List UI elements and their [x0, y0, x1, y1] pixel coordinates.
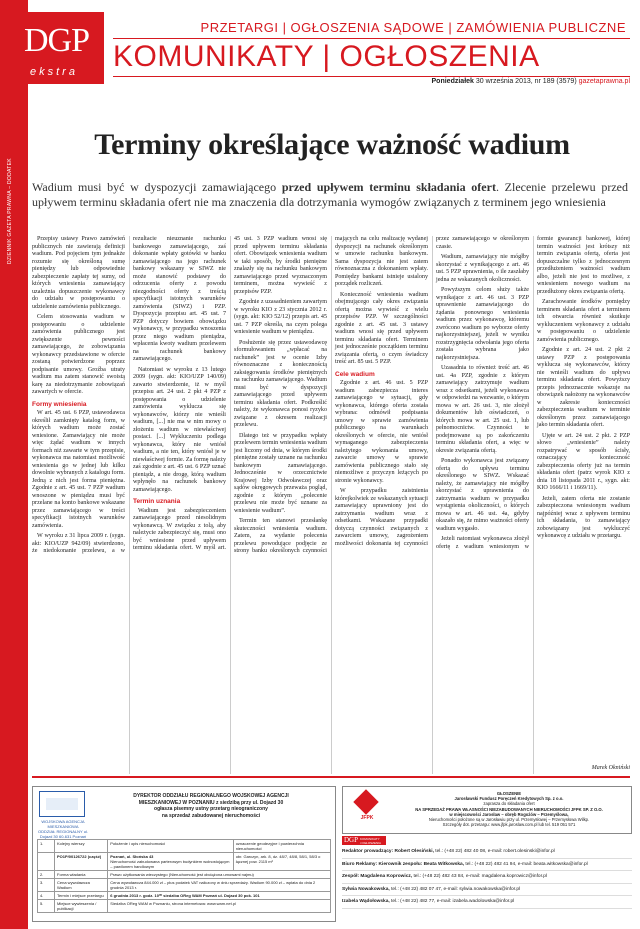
contact-row: Redaktor prowadzący: Robert Olesiński, tel.: (+48 22) 482 40 08, e-mail: robert.olesinski@infor.pl [342, 846, 632, 859]
paragraph: W wyroku z 31 lipca 2009 r. (sygn. akt: KIO/UZP 942/09) stwierdzono, że niedokonanie przelewu, a w rezultacie nieuznanie rachunku bankowego zamawiającego, zaś dokonanie wpłaty gotówki w banku zamawiającego na jego rachunek bankowy wskazany w SIWZ nie może stanowić podstawy do odrzucenia oferty z powodu niezgodności oferty z treścią specyfikacji istotnych warunków zamówienia (SIWZ) i PZP. Dyspozycja przepisu art. 45 ust. 7 PZP dotyczy bowiem obowiązku wykonawcy, w przypadku wnoszenia przez niego wadium pieniądza, wpłacenia kwoty wadium przelewem na rachunek bankowy zamawiającego. [32, 236, 226, 554]
wam-ad-heading: DYREKTOR ODDZIAŁU REGIONALNEGO WOJSKOWEJ AGENCJI MIESZKANIOWEJ W POZNANIU z siedzibą przy ul. Dojazd 30 ogłasza pisemny ustny przetarg nieograniczony na sprzedaż zabudowanej nieruchomości [133, 793, 289, 819]
article-author: Marek Okniński [591, 765, 630, 771]
wam-unit-address: WOJSKOWA AGENCJA MIESZKANIOWA ODDZIAŁ REGIONALNY ul. Dojazd 30 60-631 Poznań [38, 819, 88, 839]
section-heading: Cele wadium [335, 370, 375, 378]
article-body [32, 236, 630, 774]
paragraph: Ponadto wykonawca jest związany ofertą do upływu terminu określonego w SIWZ. Wskazać należy, że zamawiający nie mógłby skorzystać z uprawnienia do zatrzymania wadium w przypadku wystąpienia okoliczności, o których mowa w art. 46 ust. 4a, gdyby okazało się, że mimo ważności oferty wadium wygasło. [436, 458, 529, 532]
contact-row: Sylwia Nowakowska, tel.: (+48 22) 482 07 47, e-mail: sylwia.nowakowska@infor.pl [342, 884, 632, 897]
issue-day: Poniedziałek [431, 78, 474, 85]
table-row: 5. Miejsce wywieszenia / publikacji Siedziba OReg WAM w Poznaniu, strona internetowa: www.wam.net.pl [38, 900, 331, 913]
table-row: 2. Forma władania Prawo użytkowania wieczystego (Nieruchomość jest obciążona umowami najmu) [38, 871, 331, 879]
site-link[interactable]: gazetaprawna.pl [578, 78, 630, 85]
section-heading: Termin uznania [133, 498, 181, 505]
paragraph: Konieczność wniesienia wadium obejmującego cały okres związania ofertą można wywieść z wielu przepisów PZP. W szczególności zgodnie z art. 45 ust. 3 ustawy wadium wnosi się przed upływem terminu składania ofert. Terminem jest jednocześnie początkiem terminu związania ofertą, o czym świadczy treść art. 85 ust. 5 PZP. [335, 291, 428, 365]
masthead-topline: PRZETARGI | OGŁOSZENIA SĄDOWE | ZAMÓWIENIA PUBLICZNE [200, 20, 626, 35]
table-row: 4. Termin i miejsce przetargu 6 grudnia 2013 r. godz. 10⁰⁰ siedziba OReg WAM Poznań ul. Dojazd 30 pok. 101 [38, 892, 331, 900]
contact-row: Izabela Wądołowska, tel.: (+48 22) 482 77, e-mail: izabela.wadolowska@infor.pl [342, 896, 632, 909]
issue-dateline [380, 78, 630, 85]
jfpk-logo-icon: JFPK [349, 793, 385, 823]
vertical-masthead-text: DZIENNIK GAZETA PRAWNA – DODATEK [7, 158, 13, 264]
paragraph: Celem stosowania wadium w postępowaniu o udzielenie zamówienia publicznego jest zwiększenie pewności zamawiającego, że zobowiązania wykonawcy przedstawione w ofercie zostaną potwierdzone poprzez podpisanie umowy. Groźba utraty wadium ma zatem stanowić swoistą karę za niedotrzymanie zobowiązań zawartych w ofercie. [32, 314, 125, 395]
ads-separator [32, 776, 630, 778]
issue-info: 30 września 2013, nr 189 (3579) [475, 78, 577, 85]
editorial-contacts [342, 846, 632, 909]
table-row: 1. Kolejny wierszy Położenie i opis nieruchomości oznaczenie geodezyjne i powierzchnia nieruchomości [38, 840, 331, 853]
paragraph: Przepisy ustawy Prawo zamówień publicznych nie zawierają definicji wadium. Pod pojęciem tym jednakże rozumie się określoną sumę pieniędzy lub odpowiednie zabezpieczenie zapłaty tej sumy, od których wniesienia zamawiający uzależnia dopuszczenie wykonawcy do udziału w postępowaniu o udzielenie zamówienia publicznego. [32, 236, 125, 310]
paragraph: Uzasadnia to również treść art. 46 ust. 4a PZP, zgodnie z którym zamawiający zatrzymuje wadium wraz z odsetkami, jeżeli wykonawca w odpowiedzi na wezwanie, o którym mowa w art. 26 ust. 3, nie złożył dokumentów lub oświadczeń, o których mowa w art. 25 ust. 1, lub pełnomocnictw. Czynności te podejmowane są po zakończeniu terminu składania ofert, a więc w okresie związania ofertą. [436, 365, 529, 454]
jfpk-ad-body: GŁOSZENIE Jarosławski Fundusz Poręczeń Kredytowych Sp. z o.o. zaprasza do składania ofert NA SPRZEDAŻ PRAWA WŁASNOŚCI NIEZABUDOWANYCH NIERUCHOMOŚCI JFPK SP. Z O.O. w miejscowości Jarosław – obręb Rogożów – Przemyślowa, Nieruchomości położone są w Jarosławiu przy ul. Przemysłowej – Przemysłowa Wilkp. Szczegóły dot. przetargu: www.jfpk.jaroslaw.com.pl lub tel. 519 051 571 [415, 791, 603, 828]
paragraph: Wadium, zamawiający nie mógłby skorzystać z wynikającego z art. 46 ust. 5 PZP uprawnienia, o ile zaszłaby jedna ze wskazanych okoliczności. [436, 254, 529, 283]
article-title: Terminy określające ważność wadium [94, 128, 570, 161]
section-title: KOMUNIKATY | OGŁOSZENIA [113, 40, 540, 73]
paragraph: Ujęte w art. 24 ust. 2 pkt. 2 PZP słowo „wniesienie” należy rozpatrywać w sposób ścisły, oznaczający konieczność zabezpieczenia oferty już na termin składania ofert (patrz wyrok KIO z dnia 18 listopada 2011 r., sygn. akt: KIO 1666/11 i 1669/11). [537, 432, 630, 491]
paragraph: Zgodnie z uzasadnieniem zawartym w wyroku KIO z 23 stycznia 2012 r. (sygn. akt: KIO 52/12) przepis art. 45 ust. 7 PZP określa, na czym polega wniesienie wadium w pieniądzu. [234, 299, 327, 335]
paragraph: Powyższym celom służy także wynikające z art. 46 ust. 3 PZP uprawnienie zamawiającego do żądania ponownego wniesienia wadium przez wykonawcę, któremu zwrócono wadium po wyborze oferty najkorzystniejszej, jeżeli w wyniku rozstrzygnięcia odwołania jego oferta została wybrana jako najkorzystniejsza. [436, 287, 529, 361]
contact-row: Biuro Reklamy: Kierownik zespołu: Beata Witkowska, tel.: (+48 22) 482 41 94, e-mail: beata.witkowska@infor.pl [342, 859, 632, 872]
jfpk-sale-ad [342, 786, 632, 834]
paragraph: Wadium jest zabezpieczeniem zamawiającego przed niesolidnym wykonawcą. W związku z tolą, aby należycie zabezpieczyć się, musi ono być wniesione przed upływem terminu składania ofert. W myśl art. 45 ust. 3 PZP wadium wnosi się przed upływem terminu składania ofert. Obowiązek wniesienia wadium w taki sposób, by środki pieniężne znalazły się na rachunku bankowym zamawiającego przed wyznaczonym terminem, można wywieść z przepisów PZP. [133, 236, 327, 551]
table-row: PO1P/00126722 (część) Poznań, ul. Słońska 43 Nieruchomość zabudowana parterowym budynkiem wolnostojącym – pawilonem handlowym obr. Garczyn, ark. 8, dz. 48/7, 48/8, 58/1, 58/3 o łącznej pow. 2115 m² [38, 853, 331, 871]
paragraph: Jeżeli natomiast wykonawca złożył ofertę z wadium wniesionym w formie gwarancji bankowej, której termin ważności jest krótszy niż termin związania ofertą, oferta jest dopuszczalne tylko z jednoczesnym przedłużeniem ważności wadium albo, jeżeli nie jest to możliwe, z wniesieniem nowego wadium na przedłużony okres związania ofertą. [436, 236, 630, 550]
footer-dgp-badge: DGP KOMUNIKATY i OGŁOSZENIA [342, 836, 386, 845]
paragraph: W przypadku zaistnienia którejkolwiek ze wskazanych sytuacji zamawiający uprawniony jest do zatrzymania wadium wraz z odsetkami. Wskazane przypadki dotyczą czynności związanych z zawarciem umowy, zagrożeniem możliwości dokonania tej czynności przez zamawiającego w określonym czasie. [335, 236, 529, 547]
paragraph: Dlatego też w przypadku wpłaty przelewem termin wniesienia wadium jest liczony od dnia, w którym środki pieniężne zostały uznane na rachunku bankowym zamawiającego. Jednocześnie w orzecznictwie Krajowej Izby Odwoławczej oraz sądów okręgowych przeważa pogląd, zgodnie z którym „polecenie przelewu nie może być uznane za wniesienie wadium”. [234, 432, 327, 514]
paragraph: W art. 45 ust. 6 PZP, ustawodawca określił zamknięty katalog form, w których wadium może zostać wniesione. Zamawiający nie może więc żądać wadium w innych formach niż zawarte w tym przepisie, wykonawca ma natomiast możliwość wniesienia go w jednej lub kilku dowolnie wybranych z katalogu form. Jedną z nich jest forma pieniężna. Zgodnie z art. 45 ust. 7 PZP wadium wnoszone w pieniądzu musi być przelane na konto bankowe wskazane przez zamawiającego w treści specyfikacji istotnych warunków zamówienia. [32, 410, 125, 529]
contact-row: Zespół: Magdalena Koprowicz, tel.: (+48 22) 482 43 84, e-mail: magdalena.koprowicz@infor.pl [342, 871, 632, 884]
paragraph: Jeżeli, zatem oferta nie zostanie zabezpieczona wniesionym wadium najpóźniej wraz z upływem terminu ich składania, to zamawiający zobowiązany jest wykluczyć wykonawcę z udziału w przetargu. [537, 495, 630, 539]
paragraph: Zgodnie z art. 24 ust. 2 pkt 2 ustawy PZP z postępowania wyklucza się wykonawców, którzy nie wnieśli wadium do upływu terminu składania ofert. Powyższy przepis jednoznacznie wskazuje na obowiązek nałożony na wykonawców w zakresie konieczności zabezpieczenia wadium w terminie określonym przez zamawiającego jako termin składania ofert. [537, 347, 630, 428]
article-lead: Wadium musi być w dyspozycji zamawiającego przed upływem terminu składania ofert. Zlecenie przelewu przed upływem terminu składania ofert nie ma znaczenia dla dotrzymania wymogów związanych z terminem jego wniesienia [32, 180, 628, 209]
wam-tender-ad [32, 786, 336, 922]
wam-logo-icon [39, 791, 85, 817]
paragraph: Zarachowanie środków pomiędzy terminem składania ofert a terminem ich otwarcia również skutkuje wykluczeniem wykonawcy z udziału w postępowaniu o udzielenie zamówienia publicznego. [537, 299, 630, 343]
paragraph: Natomiast w wyroku z 13 lutego 2009 (sygn. akt: KIO/UZP 140/09) zawarto stwierdzenie, iż w myśl przepisu art. 24 ust. 2 pkt 4 PZP z postępowania o udzielenie zamówienia wyklucza się wykonawców, którzy nie wnieśli wadium, [...] nie ma w nim mowy o złożeniu wadium w niewłaściwej postaci. [...] Wykluczeniu podlega wykonawca, który nie wniósł wadium, a nie ten, który wniósł je w niewłaściwej formie. Za formę należy zaś zgodnie z art. 45 ust. 6 PZP uznać pieniądz, a nie drogę, którą wadium wpłynęło na rachunek bankowy zamawiającego. [133, 366, 226, 493]
dgp-ekstra-logo: DGP ekstra [14, 12, 104, 84]
paragraph: Posłużenie się przez ustawodawcę sformułowaniem „wpłacać na rachunek” jest w ocenie Izby równoznaczne z koniecznością zaksięgowania środków pieniężnych na rachunku zamawiającego. Wadium musi być w dyspozycji zamawiającego przed upływem terminu składania ofert. Podkreślić należy, że wykonawca ponosi ryzyko związane z okresem realizacji przelewu. [234, 339, 327, 428]
paragraph: Termin ten stanowi przesłankę skuteczności wniesienia wadium. Zatem, za wydanie polecenia przelewu powodujące podjęcie ze strony banku określonych czynności mających na celu realizację wydanej dyspozycji na rachunek określonym w umowie rachunku bankowym. Sama dyspozycja nie jest zatem równoznaczna z dokonaniem wpłaty. Pomiędzy bankami istnieje ustalony porządek rozliczeń. [234, 236, 428, 554]
masthead-rule-bottom [113, 76, 630, 77]
wam-tender-table [37, 839, 331, 913]
table-row: 3. Cena wywoławcza Wadium Cena wywoławcza 844.000 zł – plus podatek VAT naliczony w dniu sprzedaży. Wadium 90.000 zł – wpłata do dnia 2 grudnia 2013 r. [38, 879, 331, 892]
section-heading: Formy wniesienia [32, 400, 87, 408]
paragraph: Zgodnie z art. 46 ust. 5 PZP wadium zabezpiecza interes zamawiającego w sytuacji, gdy wykonawca, którego oferta została wybrana: odmówił podpisania umowy w sprawie zamówienia publicznego na warunkach określonych w ofercie, nie wniósł wymaganego zabezpieczenia należytego wykonania umowy, zawarcie umowy w sprawie zamówienia publicznego stało się niemożliwe z przyczyn leżących po stronie wykonawcy. [335, 380, 428, 484]
masthead-rule-top [113, 38, 630, 39]
